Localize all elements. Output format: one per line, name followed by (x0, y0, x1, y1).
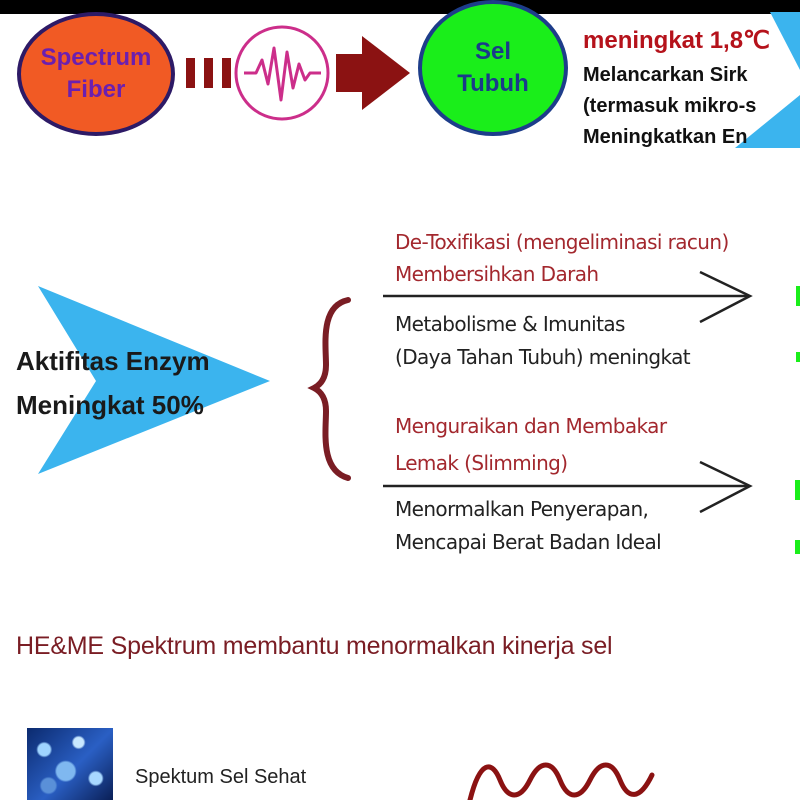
branch-2-red-1: Menguraikan dan Membakar (395, 414, 667, 438)
branch-1-black-2: (Daya Tahan Tubuh) meningkat (395, 345, 691, 369)
right-line-3: Meningkatkan En (583, 126, 748, 148)
branch-2-black-1: Menormalkan Penyerapan, (395, 497, 649, 521)
temp-heading: meningkat 1,8℃ (583, 27, 771, 54)
chevron-top-right (770, 12, 800, 70)
legend-label: Spektum Sel Sehat (135, 766, 307, 788)
branch-1-black-1: Metabolisme & Imunitas (395, 312, 625, 336)
green-mark-1 (796, 286, 800, 306)
green-mark-4 (795, 540, 800, 554)
dash-block-1 (186, 58, 195, 88)
spectrum-fiber-circle: Spectrum Fiber (17, 12, 175, 136)
curly-brace (314, 300, 348, 478)
dash-block-2 (204, 58, 213, 88)
branch-2-black-2: Mencapai Berat Badan Ideal (395, 530, 662, 554)
branch-2-red-2: Lemak (Slimming) (395, 451, 568, 475)
right-line-2: (termasuk mikro-s (583, 95, 757, 117)
green-mark-2 (796, 352, 800, 362)
sine-wave (470, 765, 652, 800)
branch-1-red-1: De-Toxifikasi (mengeliminasi racun) (395, 230, 729, 254)
branch-1-red-2: Membersihkan Darah (395, 262, 599, 286)
enzym-chevron (38, 286, 270, 474)
enzym-line-2: Meningkat 50% (16, 390, 204, 420)
arrow-head (362, 36, 410, 110)
green-mark-3 (795, 480, 800, 500)
dash-block-3 (222, 58, 231, 88)
right-line-1: Melancarkan Sirk (583, 64, 748, 86)
arrow-stem (336, 54, 366, 92)
healthy-cells-image (27, 728, 113, 800)
sel-tubuh-circle: Sel Tubuh (418, 0, 568, 136)
tagline: HE&ME Spektrum membantu menormalkan kinerja sel (16, 632, 613, 660)
enzym-line-1: Aktifitas Enzym (16, 346, 210, 376)
